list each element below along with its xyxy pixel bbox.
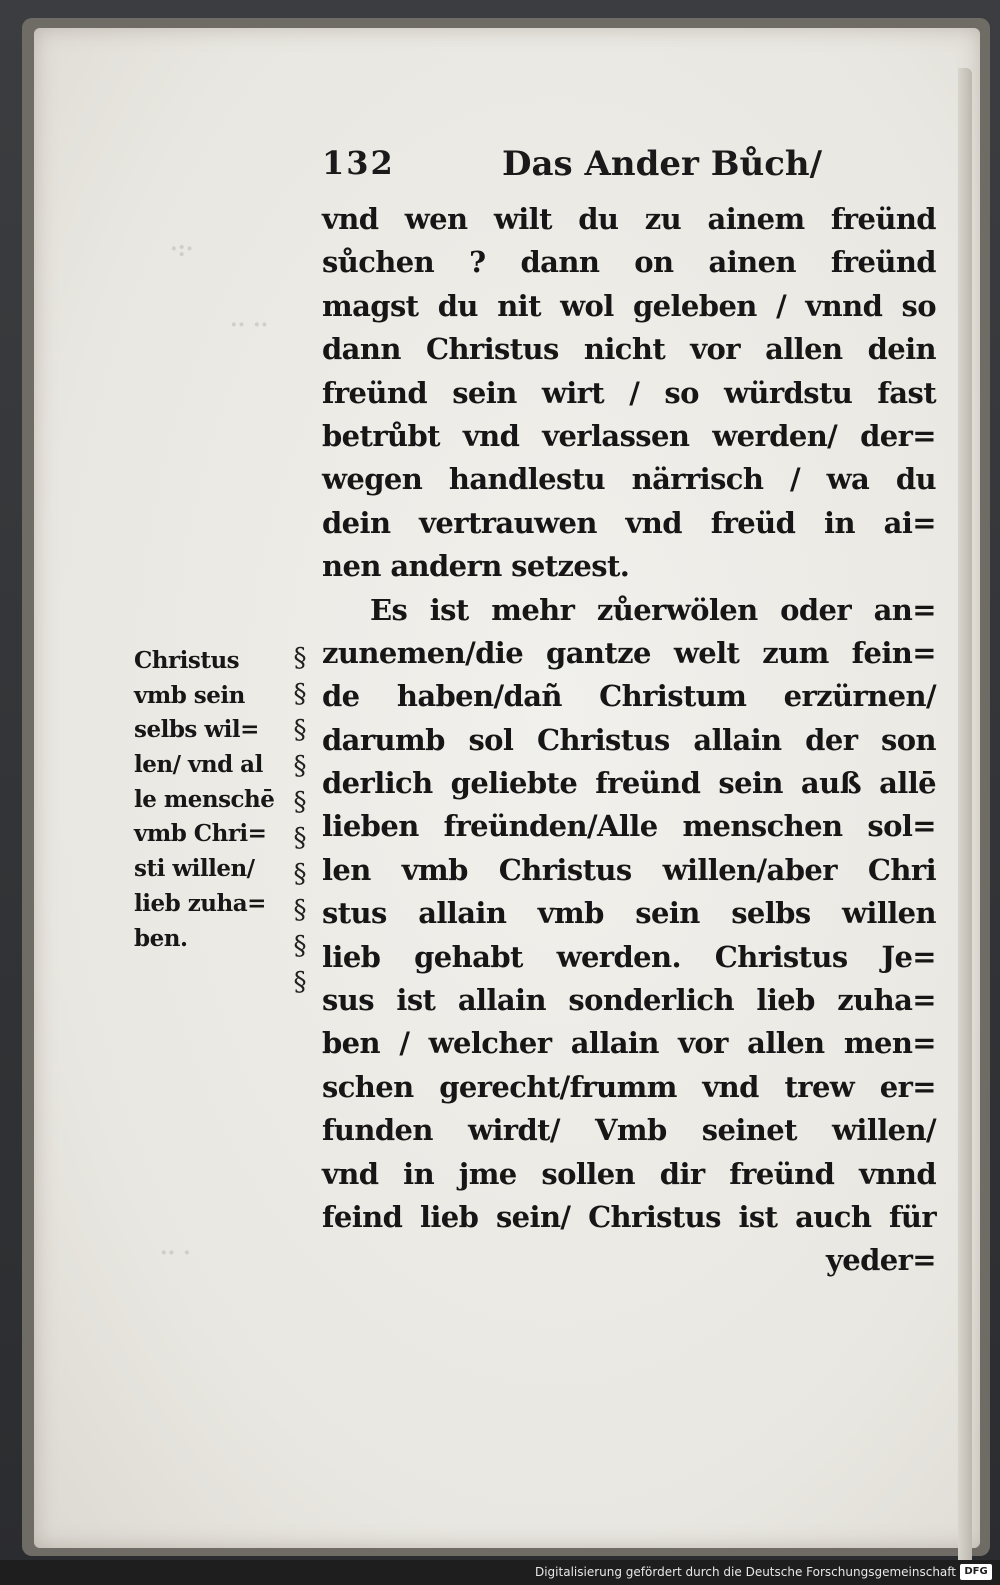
margin-brace-ornament: § § § § § § § § § § bbox=[293, 643, 307, 997]
margin-note-line: len/ vnd al bbox=[134, 751, 263, 779]
text-line: feind lieb sein/ Christus ist auch für bbox=[322, 1199, 936, 1234]
text-line: Es ist mehr zůerwölen oder an= bbox=[370, 592, 936, 627]
footer-bar bbox=[0, 1560, 1000, 1585]
text-line: zunemen/die gantze welt zum fein= bbox=[322, 635, 936, 670]
text-line: sůchen ? dann on ainen freünd bbox=[322, 245, 936, 280]
page-number: 132 bbox=[322, 144, 395, 182]
margin-note-line: vmb Chri= bbox=[134, 820, 267, 848]
text-line: sus ist allain sonderlich lieb zuha= bbox=[322, 983, 936, 1018]
page-edge bbox=[958, 68, 972, 1568]
text-line: de haben/dañ Christum erzürnen/ bbox=[322, 679, 936, 714]
page-header bbox=[322, 140, 942, 190]
text-line: stus allain vmb sein selbs willen bbox=[322, 896, 936, 931]
margin-note-line: le menschē bbox=[134, 785, 275, 813]
funding-credit: Digitalisierung gefördert durch die Deutsche Forschungsgemeinschaft bbox=[534, 1565, 956, 1579]
text-line: betrůbt vnd verlassen werden/ der= bbox=[322, 418, 936, 453]
running-title: Das Ander Bůch/ bbox=[502, 144, 823, 184]
text-line: magst du nit wol geleben / vnnd so bbox=[322, 288, 936, 323]
margin-note-line: ben. bbox=[134, 924, 188, 952]
margin-note-line: sti willen/ bbox=[134, 855, 255, 883]
margin-note bbox=[134, 644, 294, 956]
text-line: lieb gehabt werden. Christus Je= bbox=[322, 939, 936, 974]
text-line: wegen handlestu närrisch / wa du bbox=[322, 462, 936, 497]
dfg-logo: DFG bbox=[960, 1564, 992, 1580]
main-text-block bbox=[322, 198, 936, 1283]
text-line: funden wirdt/ Vmb seinet willen/ bbox=[322, 1113, 936, 1148]
text-line: dann Christus nicht vor allen dein bbox=[322, 332, 936, 367]
catchword: yeder= bbox=[825, 1243, 936, 1278]
text-line: ben / welcher allain vor allen men= bbox=[322, 1026, 936, 1061]
text-line: vnd in jme sollen dir freünd vnnd bbox=[322, 1156, 936, 1191]
margin-note-line: vmb sein bbox=[134, 681, 245, 709]
text-line: lieben freünden/Alle menschen sol= bbox=[322, 809, 936, 844]
text-line: dein vertrauwen vnd freüd in ai= bbox=[322, 505, 936, 540]
margin-note-line: Christus bbox=[134, 647, 240, 674]
show-through-ink: ·:· bbox=[170, 236, 194, 262]
text-line: schen gerecht/frumm vnd trew er= bbox=[322, 1069, 936, 1104]
text-line: vnd wen wilt du zu ainem freünd bbox=[322, 202, 936, 236]
margin-note-line: selbs wil= bbox=[134, 716, 259, 744]
margin-note-line: lieb zuha= bbox=[134, 889, 266, 917]
show-through-ink: ·· ·· bbox=[230, 312, 269, 338]
text-line: darumb sol Christus allain der son bbox=[322, 722, 936, 757]
text-line: freünd sein wirt / so würdstu fast bbox=[322, 375, 936, 410]
text-line: nen andern setzest. bbox=[322, 549, 630, 584]
text-line: len vmb Christus willen/aber Chri bbox=[322, 852, 936, 887]
show-through-ink: ·· · bbox=[160, 1240, 191, 1266]
text-line: derlich geliebte freünd sein auß allē bbox=[322, 766, 936, 801]
